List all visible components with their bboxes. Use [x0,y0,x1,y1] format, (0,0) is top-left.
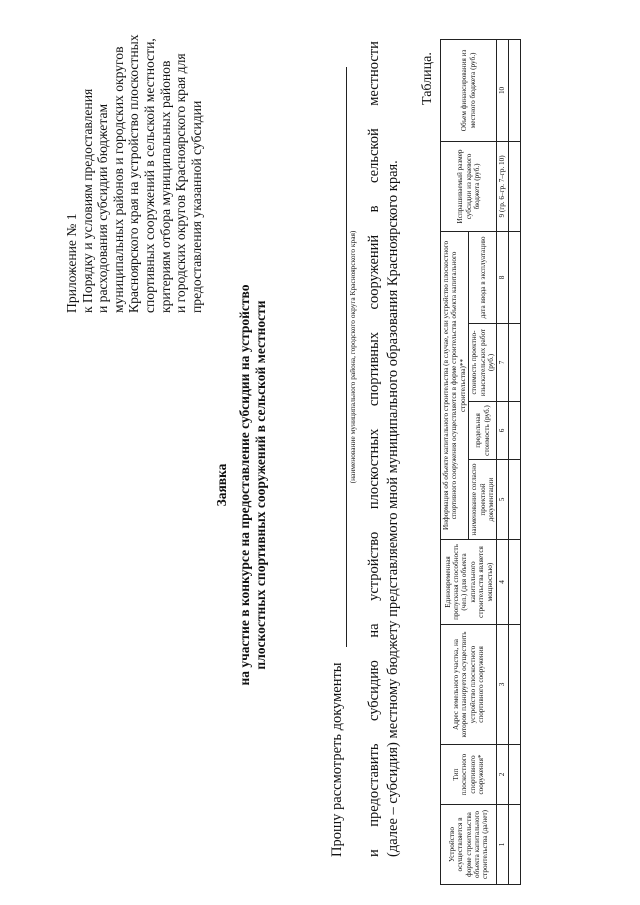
column-number-cell: 8 [497,231,508,323]
body-word: и [366,849,382,857]
header-cell: Единовременная пропускная способность (чел.) (для объекта капитального строительства является мощностью) [441,540,497,625]
appendix-line: и расходования субсидии бюджетам [95,103,111,313]
header-cell: стоимость проектно-изыскательских работ (руб.) [469,324,497,402]
title-heading: Заявка [214,463,229,507]
column-number-cell: 5 [497,460,508,540]
body-word: субсидию [366,660,382,722]
table-cell [508,39,520,141]
title-line-2: плоскостных спортивных сооружений в сельской местности [253,300,268,670]
column-number-cell: 1 [497,805,508,885]
table-row [508,39,520,884]
body-word: сооружений [366,234,382,310]
header-group-cell: Информация об объекте капитального строительства (в случае, если устройство плоскостного спортивного сооружения осуществляется в форме строительства объекта капитального строительства)** [441,231,469,539]
body-line-2: (далее – субсидия) местному бюджету представляемого мной муниципального образования Красноярского края. [385,160,401,857]
header-cell: дата ввода в эксплуатацию [469,231,497,323]
appendix-block [64,13,204,313]
header-cell: Адрес земельного участка, на котором планируется осуществить устройство плоскостного спортивного сооружения [441,625,497,745]
table-cell [508,402,520,460]
table-cell [508,540,520,625]
column-number-cell: 7 [497,324,508,402]
header-cell: Устройство осуществляется в форме строительства объекта капитального строительства (да/нет) [441,805,497,885]
body-word: сельской [366,128,382,183]
application-table [440,39,521,885]
table-cell [508,625,520,745]
column-number-cell: 6 [497,402,508,460]
table-cell [508,141,520,231]
request-text: Прошу рассмотреть документы [329,662,345,857]
title-line-1: на участие в конкурсе на предоставление субсидии на устройство [237,284,252,686]
appendix-line: муниципальных районов и городских округов [110,46,126,313]
column-number-cell: 3 [497,625,508,745]
fill-in-line [346,67,347,647]
column-number-cell: 10 [497,39,508,141]
body-word: устройство [366,531,382,601]
appendix-line: Приложение № 1 [64,213,79,313]
header-cell: наименование согласно проектной документации [469,460,497,540]
header-cell: предельная стоимость (руб.) [469,402,497,460]
body-word: спортивных [366,331,382,407]
header-cell: Объем финансирования из местного бюджета (руб.) [441,39,497,141]
column-number-cell: 9 (гр. 6–гр. 7–гр. 10) [497,141,508,231]
body-word: в [366,205,382,213]
body-word: плоскостных [366,428,382,510]
fill-in-caption: (наименование муниципального района, городского округа Красноярского края) [348,230,357,484]
table-cell [508,745,520,805]
appendix-line: к Порядку и условиям предоставления [79,88,95,313]
body-line-1 [366,41,383,857]
appendix-line: Красноярского края на устройство плоскостных [126,34,142,313]
appendix-line: предоставления указанной субсидии [188,100,204,313]
header-cell: Испрашиваемый размер субсидии из краевого бюджета (руб.) [441,141,497,231]
column-number-cell: 4 [497,540,508,625]
table-cell [508,805,520,885]
document-title [214,215,269,755]
body-word: местности [366,41,382,106]
appendix-line: спортивных сооружений в сельской местности, [141,38,157,313]
appendix-line: и городских округов Красноярского края для [173,53,189,313]
header-cell: Тип плоскостного спортивного сооружения* [441,745,497,805]
table-cell [508,324,520,402]
body-word: предоставить [366,743,382,827]
table-label: Таблица. [420,52,435,105]
column-number-cell: 2 [497,745,508,805]
table-cell [508,231,520,323]
table-cell [508,460,520,540]
body-word: на [366,623,382,638]
appendix-line: критериям отбора муниципальных районов [157,60,173,313]
